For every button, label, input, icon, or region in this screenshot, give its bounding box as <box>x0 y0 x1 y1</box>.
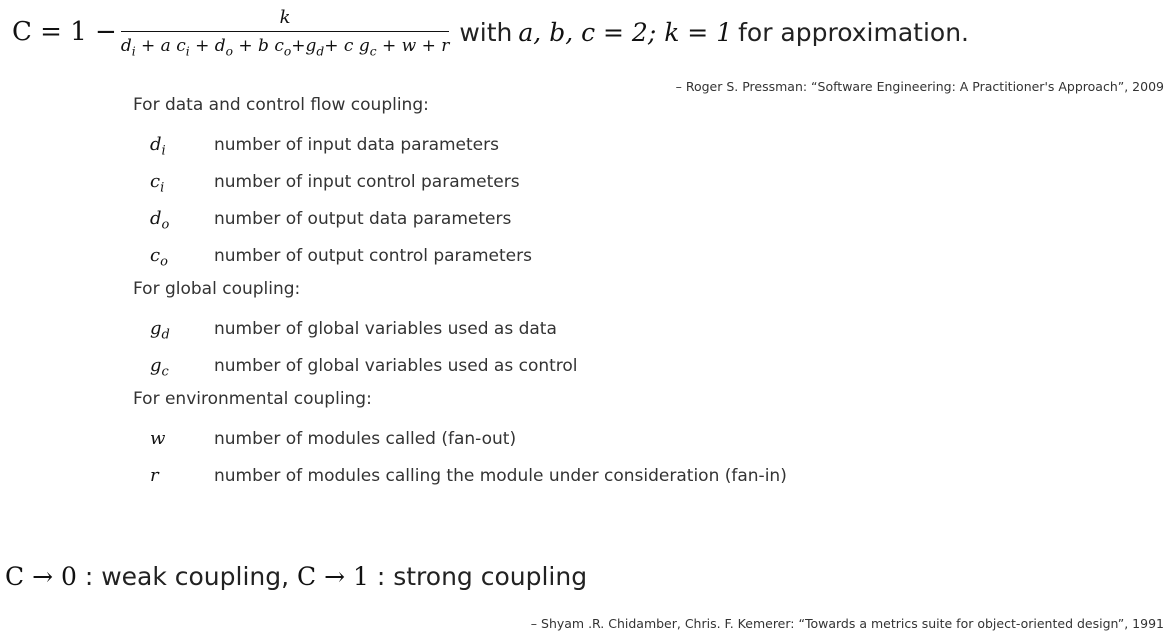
strong-label: : strong coupling <box>368 562 588 591</box>
definition-row <box>133 457 893 494</box>
section-heading: For environmental coupling: <box>133 389 372 409</box>
formula-fraction <box>121 7 450 57</box>
formula-approx-text: for approximation. <box>738 17 969 47</box>
denominator-variable: $d_o$ <box>214 36 233 59</box>
definition-row <box>133 200 893 237</box>
variable-definitions <box>133 90 893 494</box>
definition-row <box>133 237 893 274</box>
fraction-denominator <box>121 35 450 57</box>
denominator-variable: $d_i$ <box>120 36 136 59</box>
formula-lhs: C = 1 − <box>12 17 117 47</box>
variable-symbol: $d_o$ <box>150 208 170 233</box>
variable-description: number of output control parameters <box>214 245 532 266</box>
variable-symbol: w <box>150 428 166 449</box>
variable-description: number of global variables used as control <box>214 355 578 376</box>
denominator-operator: + <box>291 36 306 56</box>
denominator-variable: $c_o$ <box>274 36 292 59</box>
variable-description: number of input control parameters <box>214 171 520 192</box>
section-heading: For global coupling: <box>133 279 301 299</box>
denominator-variable: $g_c$ <box>358 36 377 59</box>
denominator-variable: $g_d$ <box>305 36 325 59</box>
variable-description: number of modules called (fan-out) <box>214 428 517 449</box>
definition-row <box>133 126 893 163</box>
fraction-bar <box>121 31 450 32</box>
variable-description: number of input data parameters <box>214 134 499 155</box>
strong-expression: C → 1 <box>297 562 369 591</box>
definition-row <box>133 163 893 200</box>
section-heading: For data and control flow coupling: <box>133 95 429 115</box>
variable-description: number of modules calling the module under consideration (fan-in) <box>214 465 787 486</box>
coupling-interpretation <box>5 562 587 591</box>
citation-pressman: – Roger S. Pressman: “Software Engineering: A Practitioner's Approach”, 2009 <box>675 79 1164 94</box>
formula-with-text: with <box>459 17 513 47</box>
coupling-formula <box>12 2 969 62</box>
weak-label: : weak coupling, <box>76 562 298 591</box>
weak-expression: C → 0 <box>5 562 77 591</box>
variable-symbol: $g_d$ <box>150 318 170 343</box>
definition-row <box>133 347 893 384</box>
variable-symbol: $c_i$ <box>150 171 165 196</box>
formula-params: a, b, c = 2; k = 1 <box>518 17 733 47</box>
denominator-operator: + <box>189 36 215 56</box>
denominator-operator: + b <box>233 36 275 56</box>
definition-row <box>133 310 893 347</box>
definition-row <box>133 420 893 457</box>
variable-symbol: r <box>150 465 159 486</box>
fraction-numerator: k <box>279 7 291 28</box>
variable-description: number of output data parameters <box>214 208 512 229</box>
variable-symbol: $c_o$ <box>150 245 168 270</box>
denominator-operator: + a <box>135 36 177 56</box>
citation-chidamber-kemerer: – Shyam .R. Chidamber, Chris. F. Kemerer: “Towards a metrics suite for object-oriented design”, 1991 <box>530 616 1164 631</box>
denominator-variable: $c_i$ <box>176 36 190 59</box>
denominator-operator: + w + r <box>376 36 450 56</box>
variable-description: number of global variables used as data <box>214 318 557 339</box>
variable-symbol: $g_c$ <box>150 355 169 380</box>
denominator-operator: + c <box>324 36 359 56</box>
variable-symbol: $d_i$ <box>150 134 166 159</box>
